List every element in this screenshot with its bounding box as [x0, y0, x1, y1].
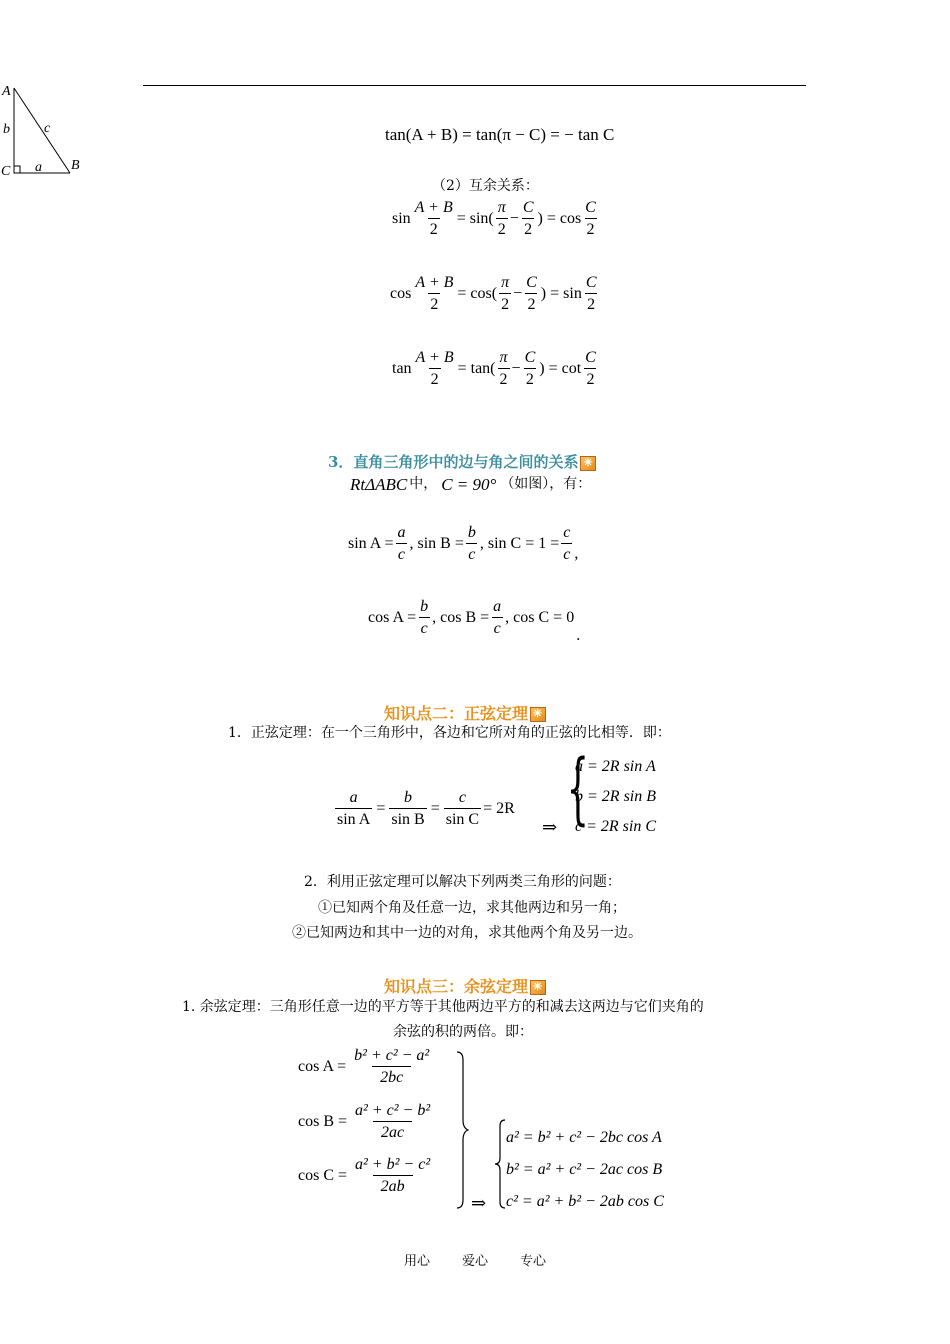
kp3-heading: 知识点三：余弦定理✳	[384, 974, 546, 997]
pi-half-fraction: $\frac{\pi}{2}$	[499, 349, 508, 388]
side-a-label: a	[35, 160, 42, 175]
law-of-cosines-cosB: cos B = $\frac{\text{a² + c² − b²}}{2ac}$	[298, 1102, 431, 1141]
c-half-fraction: $\frac{C}{2}$	[585, 274, 597, 313]
c-half-fraction: $\frac{C}{2}$	[585, 199, 596, 238]
vertex-a-label: A	[2, 84, 11, 99]
header-rule	[143, 85, 806, 86]
c-half-fraction: $\frac{C}{2}$	[522, 199, 534, 238]
cofunction-sin-formula: sin $\frac{A + B}{2}$ = sin( $\frac{\pi}{2}$ − $\frac{C}{2}$ ) = cos $\frac{C}{2}$	[392, 199, 596, 238]
section3-heading: 3．直角三角形中的边与角之间的关系✳	[328, 451, 596, 472]
left-brace: {	[566, 744, 589, 834]
c-half-fraction: $\frac{C}{2}$	[526, 274, 537, 313]
formula-tan-sum: tan(A + B) = tan(π − C) = − tan C	[385, 125, 615, 144]
half-sum-fraction: $\frac{A + B}{2}$	[415, 274, 454, 313]
kp2-item2a: ①已知两个角及任意一边，求其他两边和另一角；	[318, 900, 626, 916]
page-footer: 用心 爱心 专心	[403, 1254, 547, 1269]
implies-arrow: ⇒	[542, 817, 558, 837]
kp2-heading: 知识点二：正弦定理✳	[384, 701, 546, 724]
right-triangle-sin-formula: sin A = $\frac{a}{c}$ , sin B = $\frac{b}{c}$ , sin C = 1 = $\frac{c}{c}$ ,	[348, 524, 579, 563]
law-of-sines-formula: $\frac{a}{\text{sin A}}$ = $\frac{b}{\text{sin B}}$ = $\frac{c}{\text{sin C}}$ = 2R	[337, 789, 515, 828]
law-of-cosines-cosA: cos A = $\frac{\text{b² + c² − a²}}{2bc}$	[298, 1047, 430, 1086]
law-of-cosines-system: a² = b² + c² − 2bc cos A b² = a² + c² − 2ac cos B c² = a² + b² − 2ab cos C	[506, 1129, 664, 1210]
cofunction-tan-formula: tan $\frac{A + B}{2}$ = tan( $\frac{\pi}{2}$ − $\frac{C}{2}$ ) = cot $\frac{C}{2}$	[392, 349, 596, 388]
law-of-cosines-cosC: cos C = $\frac{\text{a² + b² − c²}}{2ab}$	[298, 1156, 431, 1195]
kp2-item2: 2．利用正弦定理可以解决下列两类三角形的问题：	[304, 874, 621, 890]
image-icon	[530, 707, 546, 722]
pi-half-fraction: $\frac{\pi}{2}$	[501, 274, 510, 313]
c-half-fraction: $\frac{C}{2}$	[585, 349, 596, 388]
half-sum-fraction: $\frac{A + B}{2}$	[415, 349, 454, 388]
pi-half-fraction: $\frac{\pi}{2}$	[497, 199, 506, 238]
side-b-label: b	[3, 122, 10, 137]
left-brace	[493, 1118, 507, 1210]
half-sum-fraction: $\frac{A + B}{2}$	[414, 199, 453, 238]
image-icon	[580, 456, 596, 471]
right-triangle-cos-formula: cos A = $\frac{b}{c}$ , cos B = $\frac{a}{c}$ , cos C = 0 .	[368, 598, 581, 644]
section3-intro: RtΔABC 中， C = 90° （如图），有：	[350, 475, 592, 494]
kp2-item1: 1．正弦定理：在一个三角形中，各边和它所对角的正弦的比相等．即：	[228, 725, 671, 741]
kp3-item1-line2: 余弦的积的两倍。即：	[393, 1024, 533, 1040]
cofunction-cos-formula: cos $\frac{A + B}{2}$ = cos( $\frac{\pi}{2}$ − $\frac{C}{2}$ ) = sin $\frac{C}{2}$	[390, 274, 597, 313]
c-half-fraction: $\frac{C}{2}$	[524, 349, 536, 388]
law-of-sines-system: a = 2R sin A b = 2R sin B c = 2R sin C	[575, 758, 657, 835]
vertex-c-label: C	[1, 164, 11, 179]
kp3-item1-line1: 1. 余弦定理：三角形任意一边的平方等于其他两边平方的和减去这两边与它们夹角的	[182, 999, 704, 1015]
side-c-label: c	[44, 121, 51, 136]
kp2-item2b: ②已知两边和其中一边的对角，求其他两个角及另一边。	[292, 925, 642, 941]
cofunction-heading: （2）互余关系：	[432, 178, 539, 194]
vertex-b-label: B	[71, 158, 80, 173]
right-brace	[455, 1050, 469, 1210]
image-icon	[530, 980, 546, 995]
implies-arrow: ⇒	[471, 1193, 487, 1213]
sin-label: sin	[392, 210, 411, 227]
right-triangle-figure	[0, 80, 95, 180]
